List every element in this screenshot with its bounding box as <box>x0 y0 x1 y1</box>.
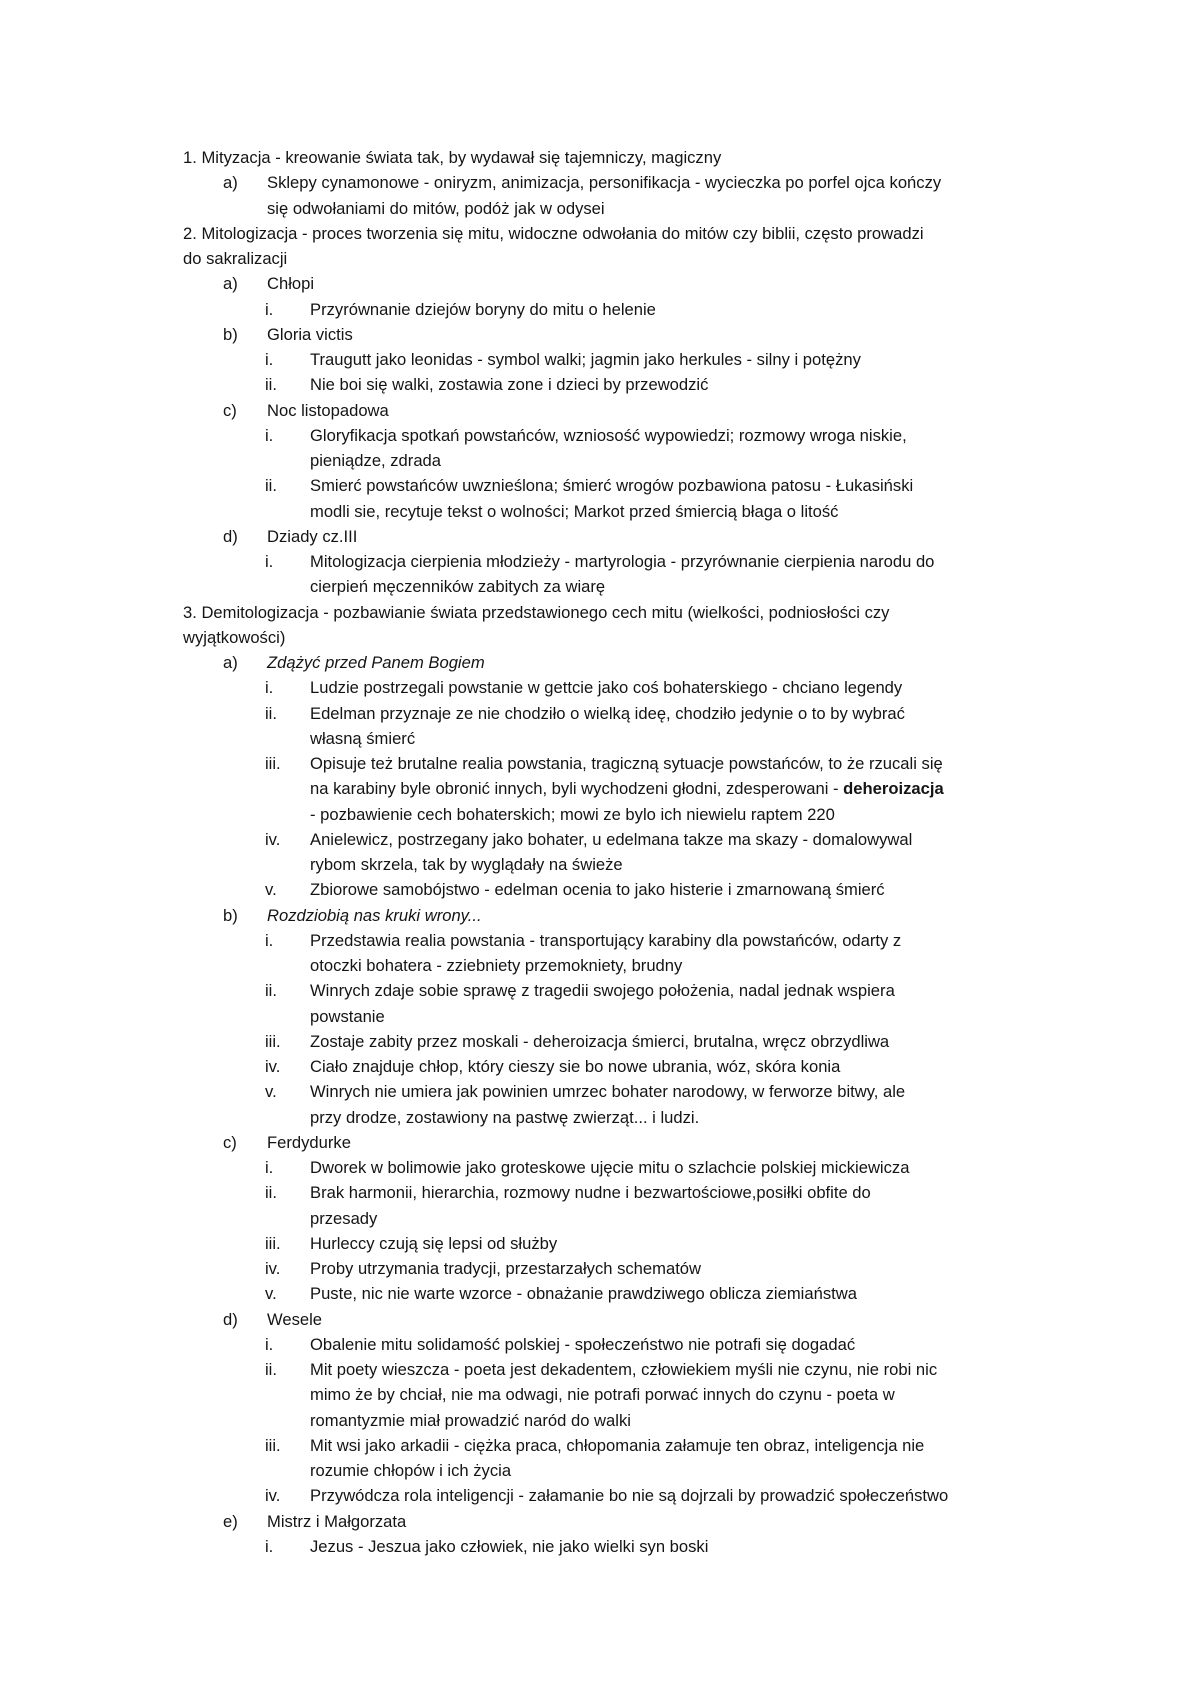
list-item-2c <box>183 398 1038 423</box>
item-text: Noc listopadowa <box>267 400 389 420</box>
item-text: się odwołaniami do mitów, podóż jak w odysei <box>267 198 605 218</box>
sub-item-text: pieniądze, zdrada <box>310 451 441 470</box>
sub-item-label: v. <box>265 1284 277 1304</box>
sub-item <box>183 297 1038 322</box>
sub-item-text: Zbiorowe samobójstwo - edelman ocenia to jako histerie i zmarnowaną śmierć <box>310 880 885 900</box>
sub-item <box>183 372 1038 397</box>
sub-item-label: iv. <box>265 1259 281 1278</box>
sub-item-text: Zostaje zabity przez moskali - deheroizacja śmierci, brutalna, wręcz obrzydliwa <box>310 1031 890 1051</box>
sub-item-text: powstanie <box>310 1006 385 1026</box>
sub-item-label: iii. <box>265 1435 281 1455</box>
item-text: Gloria victis <box>267 324 353 344</box>
sub-item-text: na karabiny byle obronić innych, byli wychodzeni głodni, zdesperowani - <box>310 779 844 799</box>
item-label: b) <box>223 324 238 344</box>
sub-item-text: Anielewicz, postrzegany jako bohater, u edelmana takze ma skazy - domalowywal <box>310 829 913 849</box>
sub-item-text: Edelman przyznaje ze nie chodziło o wielką ideę, chodziło jedynie o to by wybrać <box>310 703 905 723</box>
list-item-3d <box>183 1307 1038 1332</box>
list-item-2b <box>183 322 1038 347</box>
document-content <box>183 145 1038 1559</box>
sub-item <box>183 675 1038 700</box>
sub-item-text: Smierć powstańców uwznieślona; śmierć wrogów pozbawiona patosu - Łukasiński <box>310 476 914 496</box>
sub-item-text: Winrych zdaje sobie sprawę z tragedii swojego położenia, nadal jednak wspiera <box>310 981 895 1001</box>
sub-item <box>183 1079 1038 1130</box>
sub-item-text: modli sie, recytuje tekst o wolności; Markot przed śmiercią błaga o litość <box>310 501 839 521</box>
sub-item-label: iii. <box>265 1031 281 1051</box>
sub-item <box>183 1180 1038 1231</box>
sub-item-text: przesady <box>310 1208 378 1228</box>
section-heading-1: 1. Mityzacja - kreowanie świata tak, by wydawał się tajemniczy, magiczny <box>183 148 722 167</box>
sub-item-label: v. <box>265 880 277 900</box>
list-item-3a <box>183 650 1038 675</box>
list-item-3c <box>183 1130 1038 1155</box>
sub-item-text: własną śmierć <box>310 728 416 748</box>
sub-item-label: i. <box>265 552 274 571</box>
sub-item-text: Nie boi się walki, zostawia zone i dzieci by przewodzić <box>310 375 709 395</box>
sub-item-text: Przedstawia realia powstania - transportujący karabiny dla powstańców, odarty z <box>310 930 902 950</box>
item-label: a) <box>223 653 238 672</box>
sub-item-text: Traugutt jako leonidas - symbol walki; jagmin jako herkules - silny i potężny <box>310 350 861 369</box>
sub-item-text: romantyzmie miał prowadzić naród do walki <box>310 1410 631 1430</box>
item-text: Sklepy cynamonowe - oniryzm, animizacja, personifikacja - wycieczka po porfel ojca kończy <box>267 173 942 193</box>
sub-item <box>183 1433 1038 1484</box>
sub-item-label: i. <box>265 1334 274 1354</box>
sub-item <box>183 827 1038 878</box>
sub-item-text: Puste, nic nie warte wzorce - obnażanie prawdziwego oblicza ziemiaństwa <box>310 1284 857 1304</box>
sub-item-label: i. <box>265 678 274 698</box>
sub-item-text: Proby utrzymania tradycji, przestarzałych schematów <box>310 1259 702 1278</box>
sub-item-label: ii. <box>265 375 277 395</box>
item-label: c) <box>223 1132 237 1152</box>
sub-item-text: Opisuje też brutalne realia powstania, tragiczną sytuacje powstańców, to że rzucali się <box>310 754 943 773</box>
sub-item-text: Ciało znajduje chłop, który cieszy sie bo nowe ubrania, wóz, skóra konia <box>310 1057 841 1076</box>
sub-item <box>183 1054 1038 1079</box>
sub-item <box>183 978 1038 1029</box>
sub-item-text: rozumie chłopów i ich życia <box>310 1461 512 1480</box>
sub-item <box>183 549 1038 600</box>
sub-item <box>183 1231 1038 1256</box>
sub-item <box>183 473 1038 524</box>
list-item-2d <box>183 524 1038 549</box>
sub-item-label: v. <box>265 1082 277 1102</box>
item-text: Chłopi <box>267 274 315 294</box>
sub-item-text: Mitologizacja cierpienia młodzieży - martyrologia - przyrównanie cierpienia narodu do <box>310 552 935 571</box>
sub-item-text: Gloryfikacja spotkań powstańców, wzniosość wypowiedzi; rozmowy wroga niskie, <box>310 425 907 445</box>
item-label: d) <box>223 1309 238 1329</box>
sub-item-text: rybom skrzela, tak by wyglądały na świeże <box>310 855 623 874</box>
sub-item-text: cierpień męczenników zabitych za wiarę <box>310 577 606 597</box>
sub-item-label: iv. <box>265 1057 281 1076</box>
sub-item-label: ii. <box>265 1183 277 1203</box>
sub-item-label: ii. <box>265 981 277 1001</box>
section-heading-2-cont: do sakralizacji <box>183 249 288 268</box>
sub-item-text: Mit wsi jako arkadii - ciężka praca, chłopomania załamuje ten obraz, inteligencja nie <box>310 1435 925 1455</box>
sub-item-label: ii. <box>265 1360 277 1379</box>
sub-item <box>183 1029 1038 1054</box>
sub-item-text: otoczki bohatera - zziebniety przemokniety, brudny <box>310 956 683 975</box>
item-label: c) <box>223 400 237 420</box>
sub-item <box>183 1483 1038 1508</box>
sub-item-text: Mit poety wieszcza - poeta jest dekadentem, człowiekiem myśli nie czynu, nie robi nic <box>310 1360 938 1379</box>
sub-item-text: Przyrównanie dziejów boryny do mitu o helenie <box>310 299 656 319</box>
sub-item-label: ii. <box>265 476 277 496</box>
item-text: Mistrz i Małgorzata <box>267 1511 407 1531</box>
sub-item <box>183 1281 1038 1306</box>
item-label: a) <box>223 173 238 193</box>
sub-item <box>183 877 1038 902</box>
item-label: b) <box>223 905 238 925</box>
sub-item <box>183 423 1038 474</box>
sub-item <box>183 701 1038 752</box>
sub-item <box>183 1357 1038 1433</box>
item-text: Ferdydurke <box>267 1132 351 1152</box>
sub-item <box>183 1155 1038 1180</box>
sub-item-text: Ludzie postrzegali powstanie w gettcie jako coś bohaterskiego - chciano legendy <box>310 678 903 698</box>
sub-item-text: Dworek w bolimowie jako groteskowe ujęcie mitu o szlachcie polskiej mickiewicza <box>310 1158 910 1177</box>
sub-item-label: i. <box>265 299 274 319</box>
sub-item-label: i. <box>265 930 274 950</box>
sub-item <box>183 751 1038 827</box>
sub-item-label: iv. <box>265 1486 281 1506</box>
sub-item-text: Hurleccy czują się lepsi od służby <box>310 1233 558 1253</box>
sub-item-text: Przywódcza rola inteligencji - załamanie bo nie są dojrzali by prowadzić społeczeństwo <box>310 1486 949 1506</box>
item-text-title: Zdążyć przed Panem Bogiem <box>267 653 485 672</box>
sub-item-text: mimo że by chciał, nie ma odwagi, nie potrafi porwać innych do czynu - poeta w <box>310 1385 895 1405</box>
sub-item-label: ii. <box>265 703 277 723</box>
item-text: Wesele <box>267 1309 323 1329</box>
item-label: a) <box>223 274 238 294</box>
sub-item <box>183 1332 1038 1357</box>
sub-item-text: Jezus - Jeszua jako człowiek, nie jako wielki syn boski <box>310 1536 709 1556</box>
sub-item-label: iii. <box>265 1233 281 1253</box>
sub-item-label: i. <box>265 350 274 369</box>
section-heading-2: 2. Mitologizacja - proces tworzenia się mitu, widoczne odwołania do mitów czy biblii, często prowadzi <box>183 223 924 243</box>
section-heading-3-cont: wyjątkowości) <box>183 627 286 647</box>
sub-item-text: przy drodze, zostawiony na pastwę zwierząt... i ludzi. <box>310 1107 700 1127</box>
sub-item <box>183 928 1038 979</box>
item-label: d) <box>223 526 238 546</box>
sub-item-label: i. <box>265 1536 274 1556</box>
sub-item-text: Brak harmonii, hierarchia, rozmowy nudne i bezwartościowe,posiłki obfite do <box>310 1183 871 1203</box>
item-label: e) <box>223 1511 238 1531</box>
sub-item-label: iii. <box>265 754 281 773</box>
section-heading-3: 3. Demitologizacja - pozbawianie świata przedstawionego cech mitu (wielkości, podniosłości czy <box>183 602 890 622</box>
sub-item <box>183 1534 1038 1559</box>
sub-item-label: iv. <box>265 829 281 849</box>
sub-item <box>183 347 1038 372</box>
bold-term: deheroizacja <box>843 779 944 799</box>
sub-item <box>183 1256 1038 1281</box>
sub-item-text: Winrych nie umiera jak powinien umrzec bohater narodowy, w ferworze bitwy, ale <box>310 1082 906 1102</box>
sub-item-label: i. <box>265 1158 274 1177</box>
sub-item-label: i. <box>265 425 274 445</box>
list-item-1a <box>183 170 1038 221</box>
list-item-3e <box>183 1509 1038 1534</box>
item-text: Dziady cz.III <box>267 526 358 546</box>
sub-item-text: - pozbawienie cech bohaterskich; mowi ze bylo ich niewielu raptem 220 <box>310 804 835 824</box>
sub-item-text: Obalenie mitu solidamość polskiej - społeczeństwo nie potrafi się dogadać <box>310 1334 856 1354</box>
item-text-title: Rozdziobią nas kruki wrony... <box>267 905 482 925</box>
list-item-2a <box>183 271 1038 296</box>
list-item-3b <box>183 903 1038 928</box>
sub-item-text-with-bold <box>310 776 1038 801</box>
